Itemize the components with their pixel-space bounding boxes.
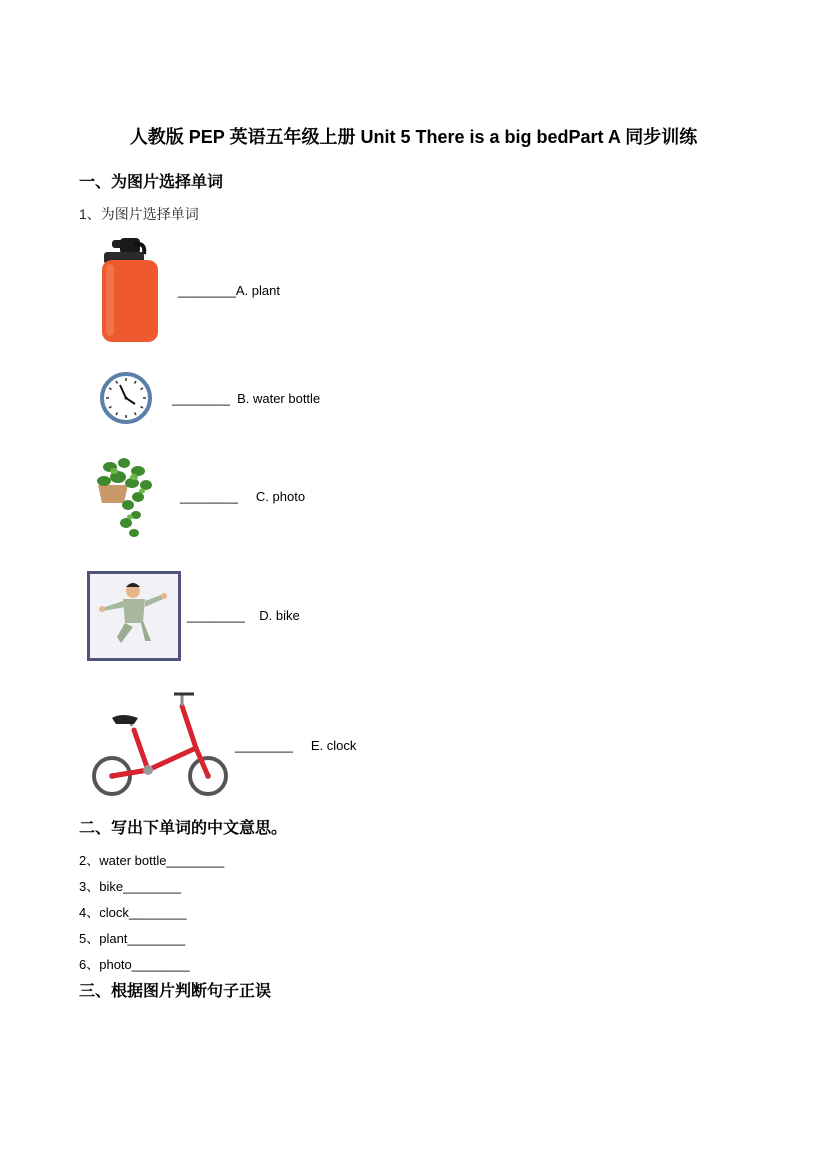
- item-5-text: ________ E. clock: [235, 738, 357, 753]
- section-heading-3: 三、根据图片判断句子正误: [79, 983, 272, 1000]
- water-bottle-icon: [98, 238, 162, 344]
- photo-icon: [87, 571, 181, 661]
- list-item: 5、plant________: [79, 931, 186, 946]
- item-3-text: ________ C. photo: [180, 489, 306, 504]
- plant-icon: [94, 457, 156, 539]
- question-1: 1、为图片选择单词: [79, 206, 199, 222]
- page-title: 人教版 PEP 英语五年级上册 Unit 5 There is a big bedPart A 同步训练: [129, 127, 698, 147]
- bike-icon: [86, 688, 232, 798]
- list-item: 2、water bottle________: [79, 853, 225, 868]
- list-item: 4、clock________: [79, 905, 187, 920]
- section-heading-2: 二、写出下单词的中文意思。: [79, 820, 288, 837]
- clock-icon: [99, 371, 153, 425]
- list-item: 3、bike________: [79, 879, 181, 894]
- section-heading-1: 一、为图片选择单词: [79, 174, 224, 191]
- item-2-text: ________ B. water bottle: [172, 391, 321, 406]
- item-1-text: ________A. plant: [178, 283, 280, 298]
- item-4-text: ________ D. bike: [187, 608, 300, 623]
- list-item: 6、photo________: [79, 957, 190, 972]
